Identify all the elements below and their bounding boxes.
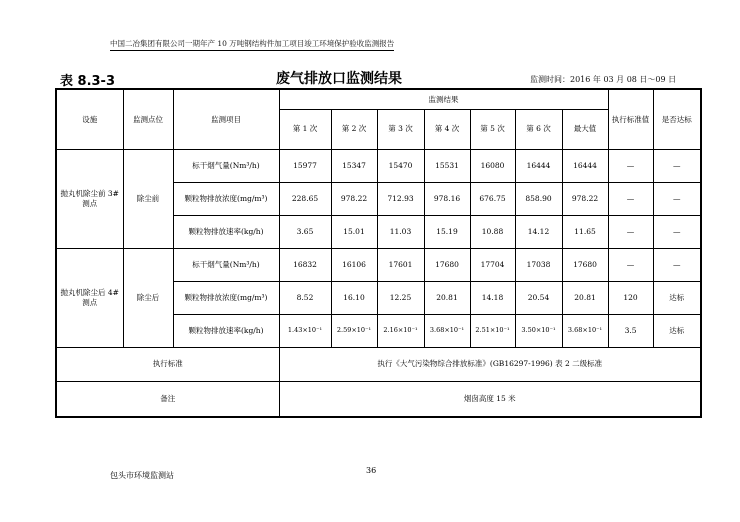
value-cell: 228.65	[279, 182, 331, 215]
item-cell: 颗粒物排放速率(kg/h)	[173, 314, 279, 347]
value-cell: 2.16×10⁻¹	[377, 314, 424, 347]
value-cell: 3.65	[279, 215, 331, 248]
col-time: 第 4 次	[424, 109, 470, 149]
col-facility: 设施	[56, 89, 123, 149]
max-cell: 978.22	[562, 182, 608, 215]
item-cell: 标干烟气量(Nm³/h)	[173, 248, 279, 281]
value-cell: 17038	[515, 248, 562, 281]
value-cell: 20.54	[515, 281, 562, 314]
compliant-cell: 达标	[653, 314, 701, 347]
header-row	[56, 89, 701, 109]
value-cell: 14.12	[515, 215, 562, 248]
value-cell: 16.10	[331, 281, 377, 314]
point-cell: 除尘前	[123, 149, 173, 248]
col-time: 第 3 次	[377, 109, 424, 149]
limit-cell: —	[608, 149, 653, 182]
compliant-cell: 达标	[653, 281, 701, 314]
value-cell: 8.52	[279, 281, 331, 314]
value-cell: 16106	[331, 248, 377, 281]
page-number: 36	[366, 466, 377, 475]
value-cell: 12.25	[377, 281, 424, 314]
value-cell: 16080	[470, 149, 515, 182]
value-cell: 3.50×10⁻¹	[515, 314, 562, 347]
report-header: 中国二冶集团有限公司一期年产 10 万吨钢结构件加工项目竣工环境保护验收监测报告	[110, 38, 394, 51]
item-cell: 颗粒物排放速率(kg/h)	[173, 215, 279, 248]
value-cell: 15977	[279, 149, 331, 182]
standard-value: 执行《大气污染物综合排放标准》(GB16297-1996) 表 2 二级标准	[279, 347, 701, 381]
standard-row	[56, 347, 701, 381]
value-cell: 978.22	[331, 182, 377, 215]
value-cell: 20.81	[424, 281, 470, 314]
max-cell: 20.81	[562, 281, 608, 314]
remark-row	[56, 381, 701, 417]
value-cell: 14.18	[470, 281, 515, 314]
col-time: 第 5 次	[470, 109, 515, 149]
col-results: 监测结果	[279, 89, 608, 109]
value-cell: 15470	[377, 149, 424, 182]
col-time: 第 6 次	[515, 109, 562, 149]
max-cell: 11.65	[562, 215, 608, 248]
value-cell: 15.01	[331, 215, 377, 248]
col-time: 第 2 次	[331, 109, 377, 149]
value-cell: 858.90	[515, 182, 562, 215]
footer-org: 包头市环境监测站	[110, 471, 174, 480]
table-row	[56, 149, 701, 182]
value-cell: 16832	[279, 248, 331, 281]
value-cell: 15531	[424, 149, 470, 182]
value-cell: 15.19	[424, 215, 470, 248]
monitor-time: 监测时间：2016 年 03 月 08 日～09 日	[530, 75, 677, 84]
facility-cell: 抛丸机除尘前 3#测点	[56, 149, 123, 248]
limit-cell: 3.5	[608, 314, 653, 347]
table-row	[56, 248, 701, 281]
limit-cell: —	[608, 248, 653, 281]
max-cell: 16444	[562, 149, 608, 182]
value-cell: 16444	[515, 149, 562, 182]
compliant-cell: —	[653, 215, 701, 248]
value-cell: 17680	[424, 248, 470, 281]
col-time: 第 1 次	[279, 109, 331, 149]
col-point: 监测点位	[123, 89, 173, 149]
col-compliant: 是否达标	[653, 89, 701, 149]
value-cell: 2.51×10⁻¹	[470, 314, 515, 347]
col-item: 监测项目	[173, 89, 279, 149]
value-cell: 17704	[470, 248, 515, 281]
compliant-cell: —	[653, 182, 701, 215]
limit-cell: 120	[608, 281, 653, 314]
emission-results-table	[55, 88, 702, 418]
value-cell: 712.93	[377, 182, 424, 215]
value-cell: 3.68×10⁻¹	[424, 314, 470, 347]
item-cell: 颗粒物排放浓度(mg/m³)	[173, 281, 279, 314]
limit-cell: —	[608, 215, 653, 248]
compliant-cell: —	[653, 149, 701, 182]
value-cell: 978.16	[424, 182, 470, 215]
item-cell: 颗粒物排放浓度(mg/m³)	[173, 182, 279, 215]
limit-cell: —	[608, 182, 653, 215]
value-cell: 17601	[377, 248, 424, 281]
value-cell: 676.75	[470, 182, 515, 215]
facility-cell: 抛丸机除尘后 4#测点	[56, 248, 123, 347]
standard-label: 执行标准	[56, 347, 279, 381]
item-cell: 标干烟气量(Nm³/h)	[173, 149, 279, 182]
value-cell: 10.88	[470, 215, 515, 248]
value-cell: 2.59×10⁻¹	[331, 314, 377, 347]
remark-value: 烟囱高度 15 米	[279, 381, 701, 417]
max-cell: 17680	[562, 248, 608, 281]
remark-label: 备注	[56, 381, 279, 417]
point-cell: 除尘后	[123, 248, 173, 347]
value-cell: 11.03	[377, 215, 424, 248]
col-max: 最大值	[562, 109, 608, 149]
col-limit: 执行标准值	[608, 89, 653, 149]
table-id: 表 8.3-3	[60, 74, 115, 89]
table-title: 废气排放口监测结果	[276, 71, 402, 87]
value-cell: 15347	[331, 149, 377, 182]
value-cell: 1.43×10⁻¹	[279, 314, 331, 347]
compliant-cell: —	[653, 248, 701, 281]
max-cell: 3.68×10⁻¹	[562, 314, 608, 347]
